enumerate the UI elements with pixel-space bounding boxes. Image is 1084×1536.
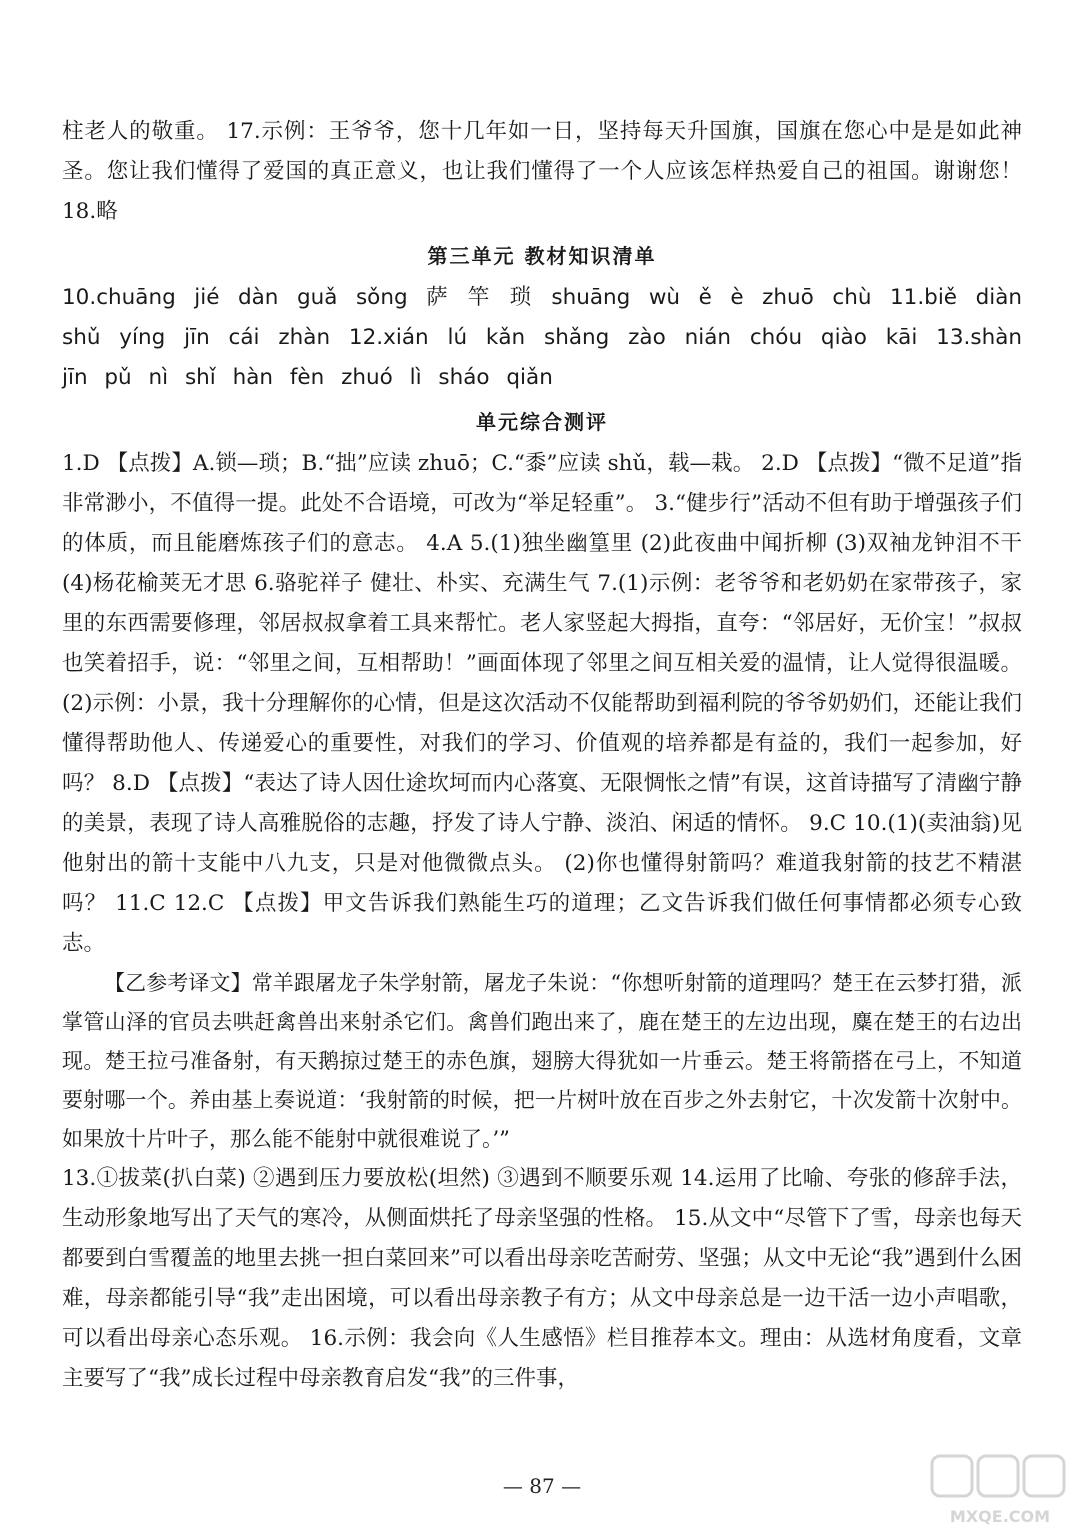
watermark-logo [930,1450,1070,1530]
page-number: — 87 — [502,1474,582,1498]
section-title-test: 单元综合测评 [476,410,608,434]
pinyin-answers: 10.chuāng jié dàn guǎ sǒng 萨 竿 琐 shuāng wù ě è zhuō chù 11.biě diàn shǔ yíng jīn cái zhàn 12.xián lú kǎn shǎng zào nián chóu qiào kāi 13.shàn jīn pǔ nì shǐ hàn fèn zhuó lì sháo qiǎn [62,285,1022,390]
section-title-unit3: 第三单元 教材知识清单 [427,244,657,268]
svg-text:MXQE.COM: MXQE.COM [949,1507,1051,1526]
reference-translation: 【乙参考译文】常羊跟屠龙子朱学射箭，屠龙子朱说：“你想听射箭的道理吗？楚王在云梦打猎，派掌管山泽的官员去哄赶禽兽出来射杀它们。禽兽们跑出来了，鹿在楚王的左边出现，麋在楚王的右边出现。楚王拉弓准备射，有天鹅掠过楚王的赤色旗，翅膀大得犹如一片垂云。楚王将箭搭在弓上，不知道要射哪一个。养由基上奏说道：‘我射箭的时候，把一片树叶放在百步之外去射它，十次发箭十次射中。如果放十片叶子，那么能不能射中就很难说了。’” [62,971,1022,1151]
test-answers: 1.D 【点拨】A.锁—琐；B.“拙”应读 zhuō；C.“黍”应读 shǔ，载—栽。 2.D 【点拨】“微不足道”指非常渺小，不值得一提。此处不合语境，可改为“举足轻重”。 3.“健步行”活动不但有助于增强孩子们的体质，而且能磨炼孩子们的意志。 4.A 5.(1)独坐幽篁里 (2)此夜曲中闻折柳 (3)双袖龙钟泪不干 (4)杨花榆荚无才思 6.骆驼祥子 健壮、朴实、充满生气 7.(1)示例：老爷爷和老奶奶在家带孩子，家里的东西需要修理，邻居叔叔拿着工具来帮忙。老人家竖起大拇指，直夸：“邻居好，无价宝！”叔叔也笑着招手，说：“邻里之间，互相帮助！”画面体现了邻里之间互相关爱的温情，让人觉得很温暖。 (2)示例：小景，我十分理解你的心情，但是这次活动不仅能帮助到福利院的爷爷奶奶们，还能让我们懂得帮助他人、传递爱心的重要性，对我们的学习、价值观的培养都是有益的，我们一起参加，好吗？ 8.D 【点拨】“表达了诗人因仕途坎坷而内心落寞、无限惆怅之情”有误，这首诗描写了清幽宁静的美景，表现了诗人高雅脱俗的志趣，抒发了诗人宁静、淡泊、闲适的情怀。 9.C 10.(1)(卖油翁)见他射出的箭十支能中八九支，只是对他微微点头。 (2)你也懂得射箭吗？难道我射箭的技艺不精湛吗？ 11.C 12.C 【点拨】甲文告诉我们熟能生巧的道理；乙文告诉我们做任何事情都必须专心致志。 [62,451,1022,956]
page-content [62,112,1022,1399]
test-answers-continued: 13.①拔菜(扒白菜) ②遇到压力要放松(坦然) ③遇到不顺要乐观 14.运用了比喻、夸张的修辞手法，生动形象地写出了天气的寒冷，从侧面烘托了母亲坚强的性格。 15.从文中“尽管下了雪，母亲也每天都要到白雪覆盖的地里去挑一担白菜回来”可以看出母亲吃苦耐劳、坚强；从文中无论“我”遇到什么困难，母亲都能引导“我”走出困境，可以看出母亲教子有方；从文中母亲总是一边干活一边小声唱歌，可以看出母亲心态乐观。 16.示例：我会向《人生感悟》栏目推荐本文。理由：从选材角度看，文章主要写了“我”成长过程中母亲教育启发“我”的三件事， [62,1166,1022,1391]
intro-paragraph: 柱老人的敬重。 17.示例：王爷爷，您十几年如一日，坚持每天升国旗，国旗在您心中是是如此神圣。您让我们懂得了爱国的真正意义，也让我们懂得了一个人应该怎样热爱自己的祖国。谢谢您！ 18.略 [62,119,1022,224]
